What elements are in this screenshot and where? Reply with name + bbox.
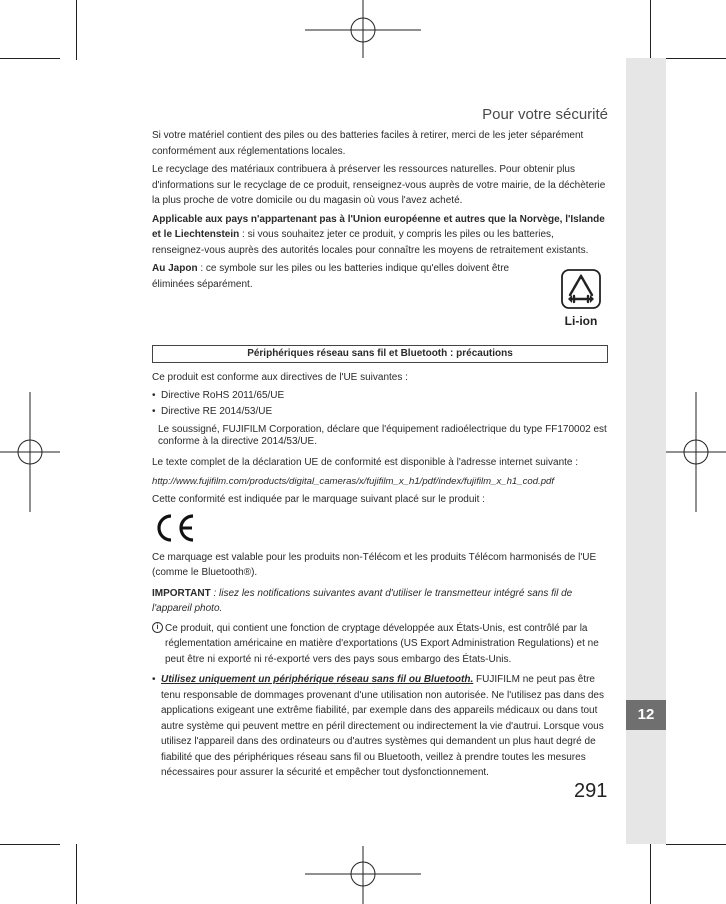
usage-warning xyxy=(152,672,608,781)
japan-heading: Au Japon xyxy=(152,263,198,274)
fulltext-intro: Le texte complet de la déclaration UE de conformité est disponible à l'adresse internet suivante : xyxy=(152,457,579,468)
marking-intro: Cette conformité est indiquée par le marquage suivant placé sur le produit : xyxy=(152,494,485,505)
recycle-icon xyxy=(561,269,601,309)
important-paragraph xyxy=(152,586,608,617)
registration-mark-top xyxy=(305,0,421,58)
important-text: : lisez les notifications suivantes avant d'utiliser le transmetteur intégré sans fil de l'appareil photo. xyxy=(152,587,573,614)
export-note xyxy=(152,621,608,668)
important-label: IMPORTANT xyxy=(152,587,211,599)
directives-intro: Ce produit est conforme aux directives de l'UE suivantes : xyxy=(152,371,408,383)
ce-mark xyxy=(152,512,608,548)
crop-mark xyxy=(666,844,726,845)
chapter-number: 12 xyxy=(626,700,666,730)
directive-item: • Directive RoHS 2011/65/UE xyxy=(152,388,608,404)
page-body xyxy=(152,128,608,781)
usage-warning-text: FUJIFILM ne peut pas être tenu responsable de dommages provenant d'une utilisation non autorisée. Ne l'utilisez pas dans des applications exigeant une extrême fiabilité, par exemple dans des appareils médicaux ou dans tout autre système qui peuvent mettre en péril directement ou indirectement la vie d'autrui. Lorsque vous utilisez l'appareil dans des ordinateurs ou d'autres systèmes qui demandent un plus haut degré de fiabilité que des périphériques réseau sans fil ou Bluetooth, veillez à prendre toutes les mesures nécessaires pour assurer la sécurité et empêcher tout dysfonctionnement. xyxy=(161,674,604,778)
crop-mark xyxy=(650,844,651,904)
crop-mark xyxy=(650,0,651,60)
registration-mark-bottom xyxy=(305,846,421,904)
li-ion-label: Li-ion xyxy=(564,313,598,328)
note-icon: i xyxy=(152,622,163,633)
export-note-text: Ce produit, qui contient une fonction de cryptage développée aux États-Unis, est contrôlé par la réglementation américaine en matière d'exportations (US Export Administration Regulations) et ne peut être ni exporté ni ré-exporté vers des pays sous embargo des États-Unis. xyxy=(165,622,599,665)
declaration-url: http://www.fujifilm.com/products/digital_cameras/x/fujifilm_x_h1/pdf/index/fujifilm_x_h1_cod.pdf xyxy=(152,475,555,487)
recycling-paragraph xyxy=(152,212,608,259)
japan-recycling-row xyxy=(152,261,608,328)
recycling-paragraph: Si votre matériel contient des piles ou des batteries faciles à retirer, merci de les jeter séparément conformément aux réglementations locales. xyxy=(152,130,584,157)
japan-text: : ce symbole sur les piles ou les batteries indique qu'elles doivent être éliminées séparément. xyxy=(152,263,510,290)
crop-mark xyxy=(666,58,726,59)
declaration-text: Le soussigné, FUJIFILM Corporation, déclare que l'équipement radioélectrique du type FF170002 est conforme à la directive 2014/53/UE. xyxy=(158,424,607,447)
recycling-paragraph: Le recyclage des matériaux contribuera à préserver les ressources naturelles. Pour obtenir plus d'informations sur le recyclage de ce produit, renseignez-vous auprès de votre mairie, de la déchèterie la plus proche de votre domicile ou du magasin où vous l'avez acheté. xyxy=(152,164,606,206)
wireless-section-heading: Périphériques réseau sans fil et Bluetooth : précautions xyxy=(152,345,608,363)
page-title: Pour votre sécurité xyxy=(482,106,608,123)
ce-mark-icon xyxy=(152,512,198,544)
usage-warning-heading: Utilisez uniquement un périphérique réseau sans fil ou Bluetooth. xyxy=(161,674,474,685)
li-ion-recycle-symbol xyxy=(558,269,604,328)
ce-note: Ce marquage est valable pour les produits non-Télécom et les produits Télécom harmonisés de l'UE (comme le Bluetooth®). xyxy=(152,551,597,578)
crop-mark xyxy=(0,58,60,59)
crop-mark xyxy=(0,844,60,845)
non-eu-text: : si vous souhaitez jeter ce produit, y compris les piles ou les batteries, renseignez-vous auprès des autorités locales pour connaître les moyens de retraitement existants. xyxy=(152,229,589,256)
registration-mark-right xyxy=(666,392,726,512)
crop-mark xyxy=(76,0,77,60)
registration-mark-left xyxy=(0,392,60,512)
crop-mark xyxy=(76,844,77,904)
directive-item: • Directive RE 2014/53/UE xyxy=(152,404,608,420)
page-number: 291 xyxy=(574,780,608,802)
japan-paragraph xyxy=(152,261,527,325)
non-eu-heading: Applicable aux pays n'appartenant pas à l'Union européenne et autres que la Norvège, l'Islande et le Liechtenstein xyxy=(152,213,605,240)
